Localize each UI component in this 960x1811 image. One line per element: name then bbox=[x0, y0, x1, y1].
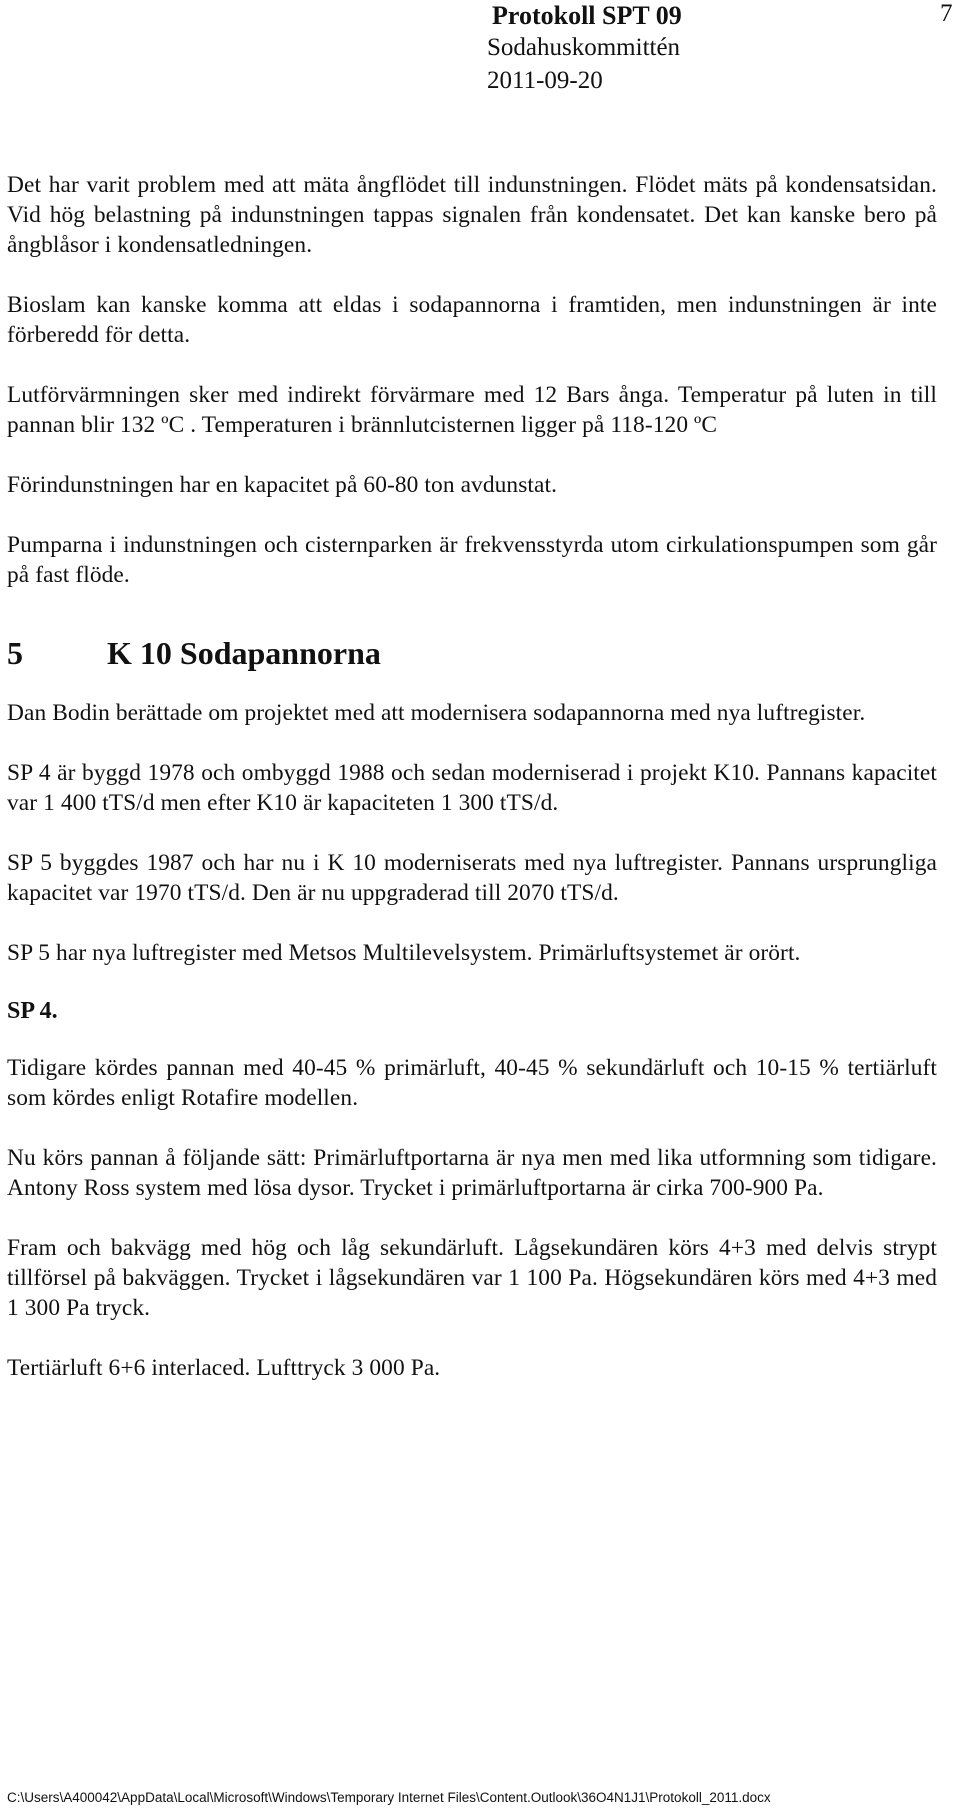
footer-file-path: C:\Users\A400042\AppData\Local\Microsoft\Windows\Temporary Internet Files\Content.Outlook\36O4N1J1\Protokoll_2011.docx bbox=[7, 1790, 771, 1805]
paragraph-steam-flow: Det har varit problem med att mäta ångflödet till indunstningen. Flödet mäts på kondensatsidan. Vid hög belastning på indunstningen tappas signalen från kondensatet. Det kan kanske bero på ångblåsor i kondensatledningen. bbox=[7, 172, 937, 258]
paragraph-liquor-preheating: Lutförvärmningen sker med indirekt förvärmare med 12 Bars ånga. Temperatur på luten in till pannan blir 132 ºC . Temperaturen i brännlutcisternen ligger på 118-120 ºC bbox=[7, 382, 937, 438]
section-heading bbox=[7, 635, 937, 672]
paragraph-secondary-air: Fram och bakvägg med hög och låg sekundärluft. Lågsekundären körs 4+3 med delvis strypt tillförsel på bakväggen. Trycket i lågsekundären var 1 100 Pa. Högsekundären körs med 4+3 med 1 300 Pa tryck. bbox=[7, 1235, 937, 1321]
paragraph-sp4-history: SP 4 är byggd 1978 och ombyggd 1988 och sedan moderniserad i projekt K10. Pannans kapacitet var 1 400 tTS/d men efter K10 är kapaciteten 1 300 tTS/d. bbox=[7, 760, 937, 816]
section-number: 5 bbox=[7, 635, 23, 671]
paragraph-pumps: Pumparna i indunstningen och cisternparken är frekvensstyrda utom cirkulationspumpen som går på fast flöde. bbox=[7, 532, 937, 588]
document-title: Protokoll SPT 09 bbox=[492, 1, 682, 30]
paragraph-bioslam: Bioslam kan kanske komma att eldas i sodapannorna i framtiden, men indunstningen är inte förberedd för detta. bbox=[7, 292, 937, 348]
document-body bbox=[7, 170, 937, 1413]
committee-name: Sodahuskommittén bbox=[487, 34, 681, 61]
paragraph-previous-operation: Tidigare kördes pannan med 40-45 % primärluft, 40-45 % sekundärluft och 10-15 % tertiärluft som kördes enligt Rotafire modellen. bbox=[7, 1055, 937, 1111]
paragraph-tertiary-air: Tertiärluft 6+6 interlaced. Lufttryck 3 000 Pa. bbox=[7, 1355, 441, 1381]
paragraph-pre-evaporation: Förindunstningen har en kapacitet på 60-80 ton avdunstat. bbox=[7, 472, 558, 498]
page-number: 7 bbox=[940, 0, 953, 27]
meeting-date: 2011-09-20 bbox=[487, 67, 603, 94]
paragraph-current-operation: Nu körs pannan å följande sätt: Primärluftportarna är nya men med lika utformning som tidigare. Antony Ross system med lösa dysor. Trycket i primärluftportarna är cirka 700-900 Pa. bbox=[7, 1145, 937, 1201]
paragraph-project-intro: Dan Bodin berättade om projektet med att modernisera sodapannorna med nya luftregister. bbox=[7, 700, 866, 726]
paragraph-sp5-history: SP 5 byggdes 1987 och har nu i K 10 moderniserats med nya luftregister. Pannans ursprungliga kapacitet var 1970 tTS/d. Den är nu uppgraderad till 2070 tTS/d. bbox=[7, 850, 937, 906]
section-title: K 10 Sodapannorna bbox=[107, 635, 381, 671]
paragraph-sp5-registers: SP 5 har nya luftregister med Metsos Multilevelsystem. Primärluftsystemet är orört. bbox=[7, 940, 801, 966]
subheading-sp4: SP 4. bbox=[7, 998, 58, 1024]
